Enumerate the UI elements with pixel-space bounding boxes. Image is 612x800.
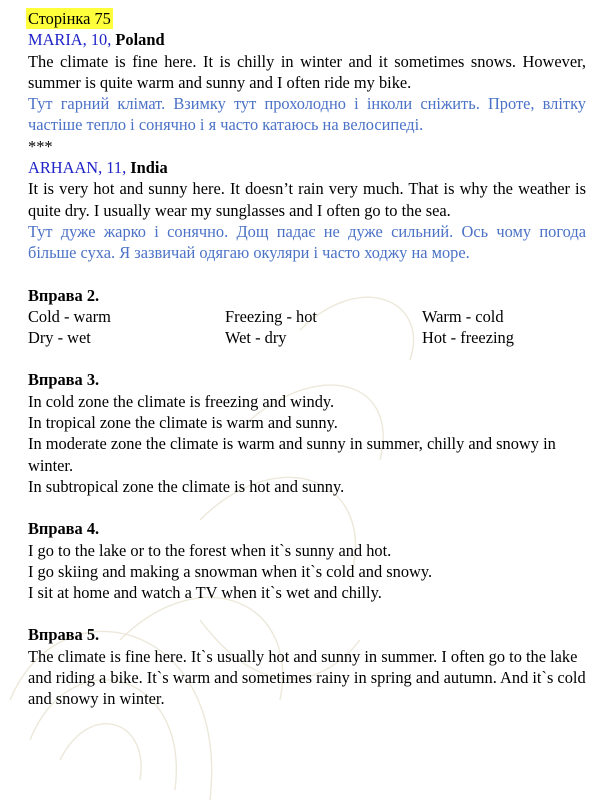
exercise-2-cell: Hot - freezing	[422, 328, 514, 348]
exercise-4	[28, 518, 586, 603]
exercise-2-cell: Dry - wet	[28, 328, 91, 348]
exercise-2-row	[28, 327, 586, 348]
arhaan-translation: Тут дуже жарко і сонячно. Дощ падає не дуже сильний. Ось чому погода більше суха. Я зазвичай одягаю окуляри і часто ходжу на море.	[28, 221, 586, 263]
exercise-4-line: I go to the lake or to the forest when it`s sunny and hot.	[28, 540, 392, 560]
exercise-3-line: In cold zone the climate is freezing and windy.	[28, 391, 335, 411]
maria-name: MARIA, 10,	[28, 30, 116, 50]
exercise-2-cell: Cold - warm	[28, 306, 111, 326]
arhaan-country: India	[130, 158, 168, 178]
exercise-5-title: Вправа 5.	[28, 625, 100, 645]
maria-text: The climate is fine here. It is chilly in winter and it sometimes snows. However, summer is quite warm and sunny and I often ride my bike.	[28, 51, 586, 92]
exercise-3-line: In moderate zone the climate is warm and sunny in summer, chilly and snowy in winter.	[28, 434, 556, 475]
maria-translation: Тут гарний клімат. Взимку тут прохолодно і інколи сніжить. Проте, влітку частіше тепло і сонячно і я часто катаюсь на велосипеді.	[28, 94, 586, 135]
exercise-3-line: In tropical zone the climate is warm and sunny.	[28, 413, 338, 433]
exercise-2-title: Вправа 2.	[28, 285, 100, 305]
page-content	[28, 8, 586, 710]
arhaan-name: ARHAAN, 11,	[28, 158, 131, 178]
exercise-2-cell: Warm - cold	[422, 306, 504, 326]
exercise-4-line: I go skiing and making a snowman when it`s cold and snowy.	[28, 561, 433, 581]
exercise-3-line: In subtropical zone the climate is hot and sunny.	[28, 476, 345, 496]
exercise-2	[28, 285, 586, 349]
maria-section	[28, 29, 586, 135]
exercise-2-cell: Wet - dry	[225, 328, 287, 348]
exercise-4-title: Вправа 4.	[28, 519, 100, 539]
exercise-3	[28, 369, 586, 497]
exercise-2-cell: Freezing - hot	[225, 306, 317, 326]
exercise-5	[28, 624, 586, 709]
maria-country: Poland	[115, 30, 165, 50]
exercise-3-title: Вправа 3.	[28, 370, 100, 390]
exercise-4-line: I sit at home and watch a TV when it`s wet and chilly.	[28, 583, 382, 603]
separator: ***	[28, 136, 53, 156]
page-label: Сторінка 75	[28, 9, 111, 28]
exercise-5-text: The climate is fine here. It`s usually hot and sunny in summer. I often go to the lake and riding a bike. It`s warm and sometimes rainy in spring and autumn. And it`s cold and snowy in winter.	[28, 646, 586, 709]
exercise-2-row	[28, 306, 586, 327]
arhaan-section	[28, 157, 586, 263]
arhaan-text: It is very hot and sunny here. It doesn’t rain very much. That is why the weather is quite dry. I usually wear my sunglasses and I often go to the sea.	[28, 179, 586, 220]
